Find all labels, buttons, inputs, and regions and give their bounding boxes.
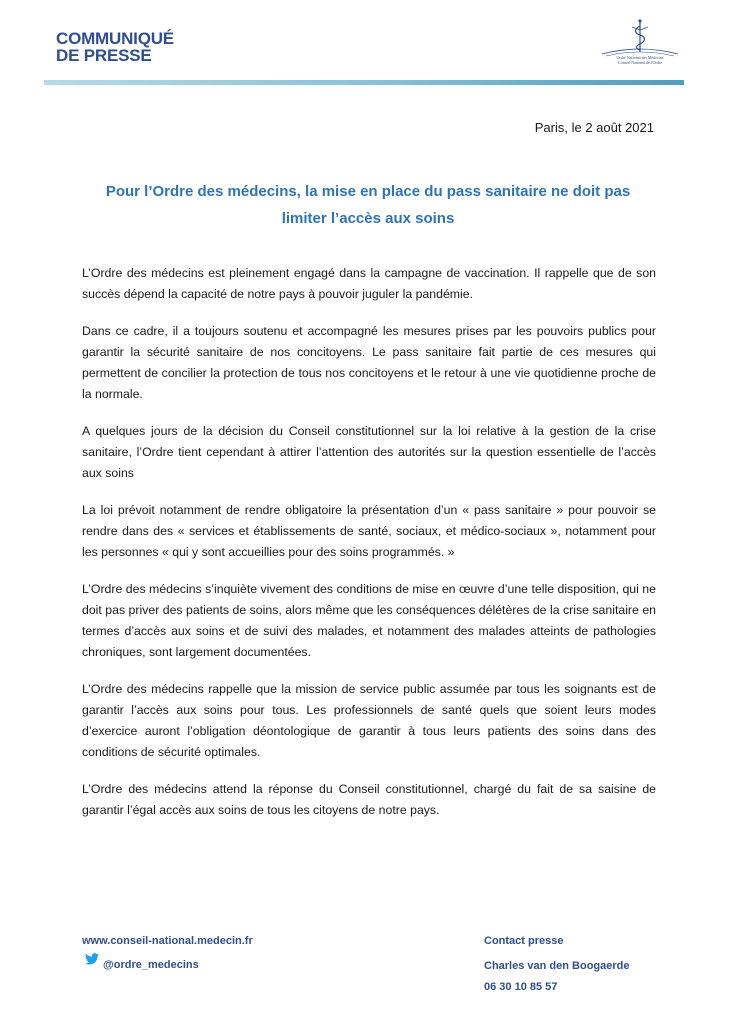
press-release-title <box>56 30 174 64</box>
website-link[interactable]: www.conseil-national.medecin.fr <box>82 935 253 947</box>
paragraph-2: Dans ce cadre, il a toujours soutenu et accompagné les mesures prises par les pouvoirs publics pour garantir la sécurité sanitaire de nos concitoyens. Le pass sanitaire fait partie de ces mesures qui permettent de concilier la protection de tous nos concitoyens et le retour à une vie quotidienne proche de la normale. <box>82 324 656 401</box>
contact-name: Charles van den Boogaerde <box>484 960 630 972</box>
logo-caption-line-2: Conseil National de l'Ordre <box>618 60 662 65</box>
paragraph-5: L’Ordre des médecins s’inquiète vivement des conditions de mise en œuvre d’une telle disposition, qui ne doit pas priver des patients de soins, alors même que les conséquences délétères de la crise sanitaire en termes d’accès aux soins et de suivi des malades, et notamment des malades atteints de pathologies chroniques, sont largement documentées. <box>82 582 656 659</box>
headline: Pour l’Ordre des médecins, la mise en place du pass sanitaire ne doit pas limiter l’accès aux soins <box>105 183 631 227</box>
paragraph-6: L’Ordre des médecins rappelle que la mission de service public assumée par tous les soignants est de garantir l’accès aux soins pour tous. Les professionnels de santé quels que soient leurs modes d’exercice auront l’obligation déontologique de garantir à tous leurs patients des soins dans des conditions de sécurité optimales. <box>82 682 656 759</box>
twitter-link[interactable] <box>82 959 253 971</box>
contact-phone: 06 30 10 85 57 <box>484 981 558 993</box>
logo-caption <box>598 55 682 65</box>
paragraph-4: La loi prévoit notamment de rendre obligatoire la présentation d’un « pass sanitaire » pour pouvoir se rendre dans des « services et établissements de santé, sociaux, et médico-sociaux », notamment pour les personnes « qui y sont accueillies pour des soins programmés. » <box>82 503 656 559</box>
body-text <box>82 263 656 837</box>
press-contact <box>484 935 630 994</box>
paragraph-1: L’Ordre des médecins est pleinement engagé dans la campagne de vaccination. Il rappelle que de son succès dépend la capacité de notre pays à pouvoir juguler la pandémie. <box>82 266 656 301</box>
twitter-bird-icon <box>85 953 99 965</box>
paragraph-7: L’Ordre des médecins attend la réponse du Conseil constitutionnel, chargé du fait de sa saisine de garantir l’égal accès aux soins de tous les citoyens de notre pays. <box>82 782 656 817</box>
header-rule <box>44 80 684 85</box>
date-line: Paris, le 2 août 2021 <box>534 120 654 135</box>
footer-links <box>82 935 253 971</box>
title-line-1: COMMUNIQUÉ <box>56 29 174 48</box>
logo-caption-line-1: Ordre National des Médecins <box>616 55 664 60</box>
twitter-handle: @ordre_medecins <box>103 959 199 971</box>
contact-label: Contact presse <box>484 935 564 947</box>
paragraph-3: A quelques jours de la décision du Conseil constitutionnel sur la loi relative à la gestion de la crise sanitaire, l’Ordre tient cependant à attirer l’attention des autorités sur la question essentielle de l’accès aux soins <box>82 424 656 480</box>
title-line-2: DE PRESSE <box>56 46 152 65</box>
